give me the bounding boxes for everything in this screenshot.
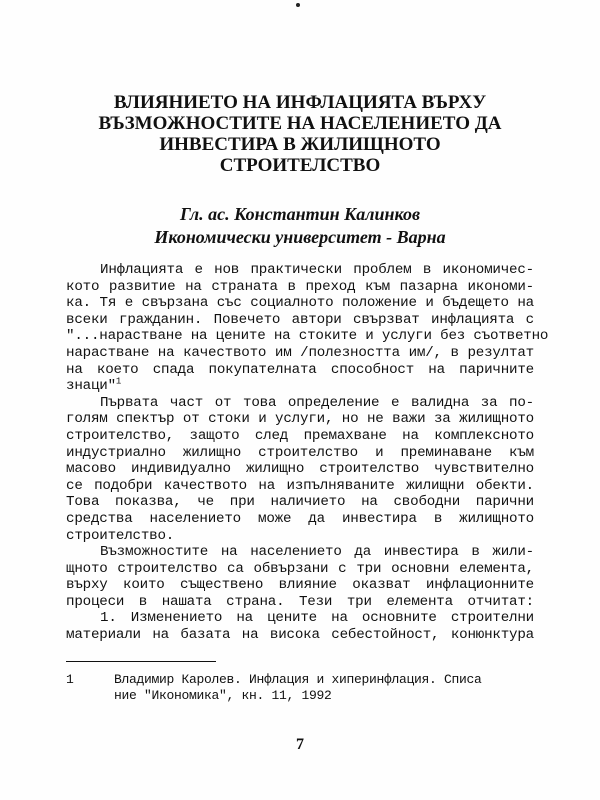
body-line — [66, 378, 534, 395]
title-line: ИНВЕСТИРА В ЖИЛИЩНОТО — [159, 134, 441, 155]
body-line: процеси в нашата страна. Тези три елемента отчитат: — [66, 593, 534, 610]
body-line: нарастване на качеството им /полезността им/, в резултат — [66, 344, 534, 361]
body-line: масово индивидуално жилищно строителство чувствително — [66, 461, 534, 478]
quote-end-text: знаци" — [66, 378, 116, 395]
body-line: голям спектър от стоки и услуги, но не важи за жилищното — [66, 411, 534, 428]
body-line: "...нарастване на цените на стоките и услуги без съответно — [66, 328, 549, 345]
footnote-text — [114, 672, 534, 704]
body-line: Инфлацията е нов практически проблем в икономичес- — [100, 262, 534, 278]
body-text — [66, 262, 549, 644]
body-line: на което спада покупателната способност на паричните — [66, 361, 534, 378]
author-name: Гл. ас. Константин Калинков — [179, 204, 421, 224]
body-line: строителство. — [66, 527, 175, 544]
page-number: 7 — [296, 736, 304, 753]
scan-artifact-dot — [296, 3, 300, 7]
title-line: ВЪЗМОЖНОСТИТЕ НА НАСЕЛЕНИЕТО ДА — [98, 113, 502, 134]
author-affiliation: Икономически университет - Варна — [154, 227, 446, 247]
body-line: материали на базата на висока себестойност, конюнктура — [66, 627, 534, 644]
footnote-divider — [66, 661, 216, 662]
body-line: строителство, защото след премахване на комплексното — [66, 427, 534, 444]
footnote-line: ние "Икономика", кн. 11, 1992 — [114, 688, 332, 703]
body-line: се подобри качеството на изпълняваните жилищни обекти. — [66, 477, 534, 494]
article-title — [70, 92, 530, 176]
body-line: ка. Тя е свързана със социалното положение и бъдещето на — [66, 295, 534, 312]
footnote-reference[interactable]: 1 — [115, 376, 122, 387]
body-line: Това показва, че при наличието на свободни парични — [66, 494, 534, 511]
author-block — [60, 203, 540, 249]
body-line: Първата част от това определение е валидна за по- — [100, 394, 534, 411]
body-line: кото развитие на страната в преход към пазарна икономи- — [66, 278, 534, 295]
body-line: индустриално жилищно строителство и преминаване към — [66, 444, 534, 461]
body-line: Възможностите на населението да инвестира в жили- — [100, 544, 534, 561]
footnote-mark: 1 — [66, 672, 74, 687]
body-line: 1. Изменението на цените на основните строителни — [100, 610, 534, 627]
title-line: СТРОИТЕЛСТВО — [219, 155, 381, 176]
body-line: щното строителство са обвързани с три основни елемента, — [66, 560, 534, 577]
body-line: всеки гражданин. Повечето автори свързват инфлацията с — [66, 311, 534, 328]
body-line: върху които съществено влияние оказват инфлационните — [66, 577, 534, 594]
footnote — [66, 672, 534, 704]
title-line: ВЛИЯНИЕТО НА ИНФЛАЦИЯТА ВЪРХУ — [113, 92, 487, 113]
body-line: средства населението може да инвестира в жилищното — [66, 510, 534, 527]
footnote-line: Владимир Каролев. Инфлация и хиперинфлация. Списа — [114, 672, 482, 687]
